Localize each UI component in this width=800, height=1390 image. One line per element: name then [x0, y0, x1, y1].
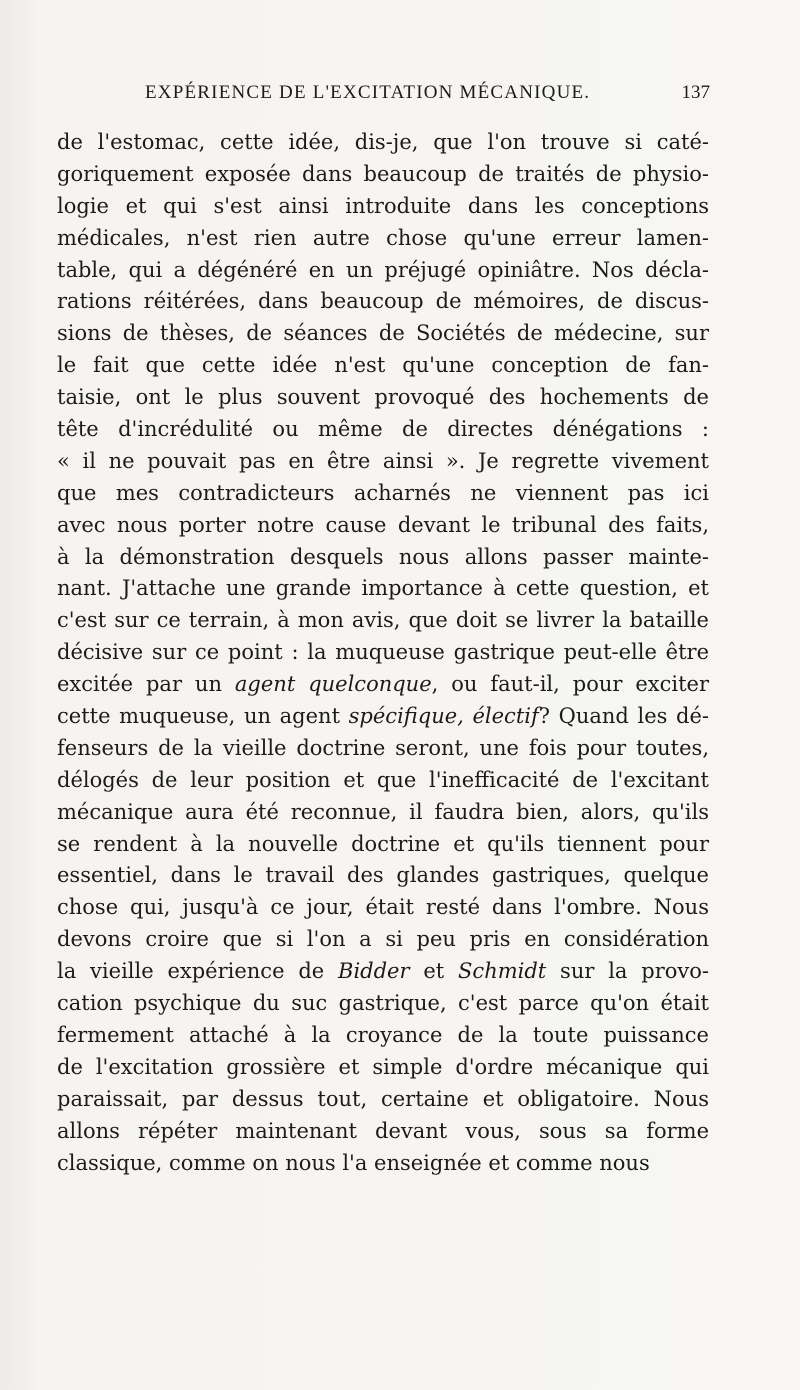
text-run: mécanique aura été reconnue, il faudra bien, alors, qu'ils — [57, 799, 709, 824]
page-number: 137 — [681, 82, 710, 103]
text-line — [57, 988, 709, 1020]
text-line — [57, 701, 709, 733]
text-line — [57, 446, 709, 478]
text-run: goriquement exposée dans beaucoup de traités de physio- — [57, 161, 709, 186]
text-run: table, qui a dégénéré en un préjugé opiniâtre. Nos décla- — [57, 257, 709, 282]
italic-text: agent quelconque — [234, 672, 432, 697]
text-run: le fait que cette idée n'est qu'une conception de fan- — [57, 353, 709, 378]
running-head: EXPÉRIENCE DE L'EXCITATION MÉCANIQUE. — [145, 82, 591, 103]
text-line — [57, 733, 709, 765]
text-run: cation psychique du suc gastrique, c'est parce qu'on était — [57, 991, 709, 1016]
text-line — [57, 223, 709, 255]
text-run: cette muqueuse, un agent — [57, 704, 349, 729]
text-line — [57, 573, 709, 605]
text-run: , ou faut-il, pour exciter — [431, 672, 709, 697]
text-run: médicales, n'est rien autre chose qu'une erreur lamen- — [57, 225, 709, 250]
text-run: ? Quand les dé- — [538, 704, 710, 729]
text-run: délogés de leur position et que l'inefficacité de l'excitant — [57, 767, 709, 792]
text-line — [57, 1084, 709, 1116]
text-line — [57, 637, 709, 669]
text-run: la vieille expérience de — [57, 959, 339, 984]
text-line — [57, 1116, 709, 1148]
text-line — [57, 318, 709, 350]
text-line — [57, 255, 709, 287]
text-line — [57, 478, 709, 510]
text-run: c'est sur ce terrain, à mon avis, que doit se livrer la bataille — [57, 608, 709, 633]
text-line — [57, 1148, 709, 1180]
text-run: de l'excitation grossière et simple d'ordre mécanique qui — [57, 1054, 709, 1079]
text-line — [57, 1020, 709, 1052]
text-line — [57, 191, 709, 223]
text-run: paraissait, par dessus tout, certaine et obligatoire. Nous — [57, 1086, 709, 1111]
text-run: logie et qui s'est ainsi introduite dans les conceptions — [57, 193, 709, 218]
text-line — [57, 765, 709, 797]
text-run: excitée par un — [57, 672, 235, 697]
text-line — [57, 829, 709, 861]
text-run: taisie, ont le plus souvent provoqué des hochements de — [57, 385, 709, 410]
text-line — [57, 127, 709, 159]
text-run: fermement attaché à la croyance de la toute puissance — [57, 1022, 709, 1047]
text-run: chose qui, jusqu'à ce jour, était resté dans l'ombre. Nous — [57, 895, 709, 920]
text-line — [57, 510, 709, 542]
text-run: avec nous porter notre cause devant le tribunal des faits, — [57, 512, 709, 537]
text-run: allons répéter maintenant devant vous, sous sa forme — [57, 1118, 709, 1143]
italic-text: Schmidt — [458, 959, 547, 984]
text-line — [57, 1052, 709, 1084]
text-run: que mes contradicteurs acharnés ne viennent pas ici — [57, 480, 709, 505]
text-run: se rendent à la nouvelle doctrine et qu'ils tiennent pour — [57, 831, 709, 856]
text-line — [57, 669, 709, 701]
text-run: et — [409, 959, 459, 984]
text-line — [57, 924, 709, 956]
text-line — [57, 892, 709, 924]
italic-text: spécifique, électif — [348, 704, 539, 729]
text-run: tête d'incrédulité ou même de directes dénégations : — [57, 417, 709, 442]
text-run: décisive sur ce point : la muqueuse gastrique peut-elle être — [57, 640, 709, 665]
text-run: rations réitérées, dans beaucoup de mémoires, de discus- — [57, 289, 709, 314]
text-run: devons croire que si l'on a si peu pris en considération — [57, 927, 709, 952]
text-line — [57, 159, 709, 191]
text-run: « il ne pouvait pas en être ainsi ». Je regrette vivement — [57, 448, 709, 473]
text-line — [57, 860, 709, 892]
text-line — [57, 605, 709, 637]
text-run: à la démonstration desquels nous allons passer mainte- — [57, 544, 709, 569]
text-line — [57, 797, 709, 829]
text-line — [57, 350, 709, 382]
text-line — [57, 956, 709, 988]
text-run: fenseurs de la vieille doctrine seront, une fois pour toutes, — [57, 735, 709, 760]
text-run: de l'estomac, cette idée, dis-je, que l'on trouve si caté- — [57, 130, 709, 154]
body-text — [57, 127, 709, 1179]
text-run: essentiel, dans le travail des glandes gastriques, quelque — [57, 863, 709, 888]
text-run: nant. J'attache une grande importance à cette question, et — [57, 576, 709, 601]
italic-text: Bidder — [338, 959, 410, 984]
text-line — [57, 286, 709, 318]
page-header — [145, 82, 710, 112]
text-run: sur la provo- — [546, 959, 709, 984]
text-line — [57, 414, 709, 446]
text-run: sions de thèses, de séances de Sociétés de médecine, sur — [57, 321, 709, 346]
text-run: classique, comme on nous l'a enseignée et comme nous — [57, 1150, 650, 1175]
text-line — [57, 542, 709, 574]
text-line — [57, 382, 709, 414]
